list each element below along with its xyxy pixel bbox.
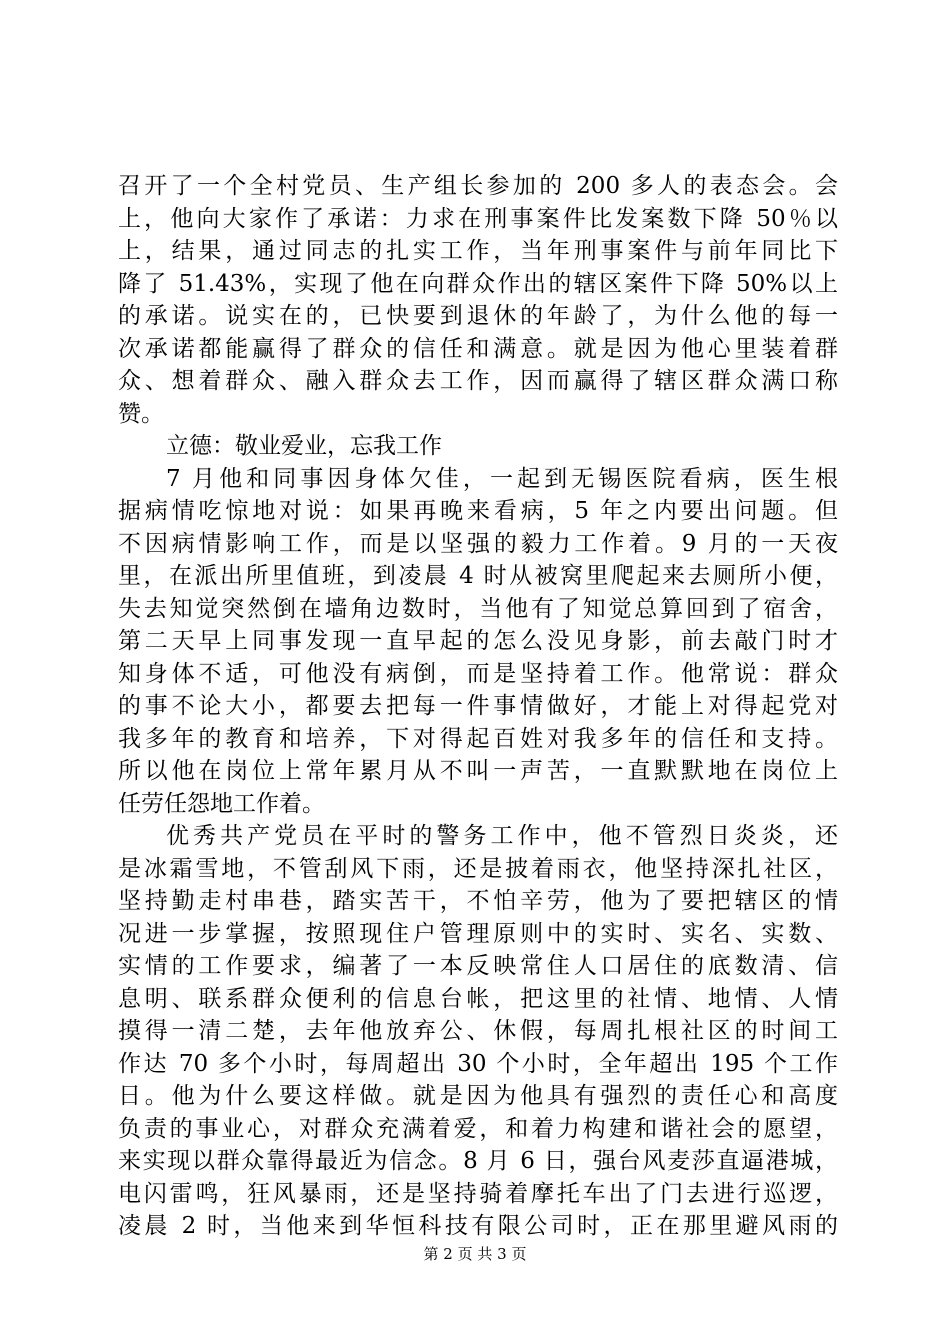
text-line: 次承诺都能赢得了群众的信任和满意。就是因为他心里装着群 bbox=[118, 335, 838, 362]
text-line: 日。他为什么要这样做。就是因为他具有强烈的责任心和高度 bbox=[118, 1083, 838, 1109]
text-line: 电闪雷鸣，狂风暴雨，还是坚持骑着摩托车出了门去进行巡逻， bbox=[118, 1180, 838, 1207]
text-line: 赞。 bbox=[118, 400, 164, 427]
text-line: 第二天早上同事发现一直早起的怎么没见身影，前去敲门时才 bbox=[118, 628, 838, 654]
text-line: 召开了一个全村党员、生产组长参加的 200 多人的表态会。会 bbox=[118, 173, 838, 199]
section-heading: 立德：敬业爱业，忘我工作 bbox=[166, 433, 442, 459]
text-line: 降了 51.43%，实现了他在向群众作出的辖区案件下降 50%以上 bbox=[118, 270, 838, 297]
text-line: 据病情吃惊地对说：如果再晚来看病，5 年之内要出问题。但 bbox=[118, 498, 838, 524]
body-text bbox=[118, 170, 838, 1243]
text-line: 作达 70 多个小时，每周超出 30 个小时，全年超出 195 个工作 bbox=[118, 1050, 838, 1077]
text-line: 我多年的教育和培养，下对得起百姓对我多年的信任和支持。 bbox=[118, 725, 838, 752]
text-line: 上，他向大家作了承诺：力求在刑事案件比发案数下降 50％以 bbox=[118, 205, 838, 232]
text-line: 7 月他和同事因身体欠佳，一起到无锡医院看病，医生根 bbox=[166, 465, 838, 492]
text-line: 优秀共产党员在平时的警务工作中，他不管烈日炎炎，还 bbox=[166, 823, 838, 849]
text-line: 况进一步掌握，按照现住户管理原则中的实时、实名、实数、 bbox=[118, 920, 838, 947]
text-line: 任劳任怨地工作着。 bbox=[118, 790, 325, 817]
text-line: 所以他在岗位上常年累月从不叫一声苦，一直默默地在岗位上 bbox=[118, 758, 838, 784]
text-line: 息明、联系群众便利的信息台帐，把这里的社情、地情、人情 bbox=[118, 985, 838, 1012]
text-line: 众、想着群众、融入群众去工作，因而赢得了辖区群众满口称 bbox=[118, 368, 838, 394]
text-line: 的承诺。说实在的，已快要到退休的年龄了，为什么他的每一 bbox=[118, 303, 838, 329]
text-line: 是冰霜雪地，不管刮风下雨，还是披着雨衣，他坚持深扎社区， bbox=[118, 855, 838, 882]
page-number-footer: 第 2 页 共 3 页 bbox=[423, 1245, 527, 1263]
text-line: 的事不论大小，都要去把每一件事情做好，才能上对得起党对 bbox=[118, 693, 838, 719]
text-line: 实情的工作要求，编著了一本反映常住人口居住的底数清、信 bbox=[118, 953, 838, 979]
text-line: 坚持勤走村串巷，踏实苦干，不怕辛劳，他为了要把辖区的情 bbox=[118, 888, 838, 914]
text-line: 不因病情影响工作，而是以坚强的毅力工作着。9 月的一天夜 bbox=[118, 530, 838, 557]
text-line: 里，在派出所里值班，到凌晨 4 时从被窝里爬起来去厕所小便， bbox=[118, 563, 838, 589]
text-line: 来实现以群众靠得最近为信念。8 月 6 日，强台风麦莎直逼港城， bbox=[118, 1148, 838, 1174]
text-line: 上，结果，通过同志的扎实工作，当年刑事案件与前年同比下 bbox=[118, 238, 838, 264]
text-line: 凌晨 2 时，当他来到华恒科技有限公司时，正在那里避风雨的 bbox=[118, 1213, 838, 1239]
text-line: 摸得一清二楚，去年他放弃公、休假，每周扎根社区的时间工 bbox=[118, 1018, 838, 1044]
text-line: 知身体不适，可他没有病倒，而是坚持着工作。他常说：群众 bbox=[118, 660, 838, 687]
text-line: 失去知觉突然倒在墙角边数时，当他有了知觉总算回到了宿舍， bbox=[118, 595, 838, 622]
text-line: 负责的事业心，对群众充满着爱，和着力构建和谐社会的愿望， bbox=[118, 1115, 838, 1142]
